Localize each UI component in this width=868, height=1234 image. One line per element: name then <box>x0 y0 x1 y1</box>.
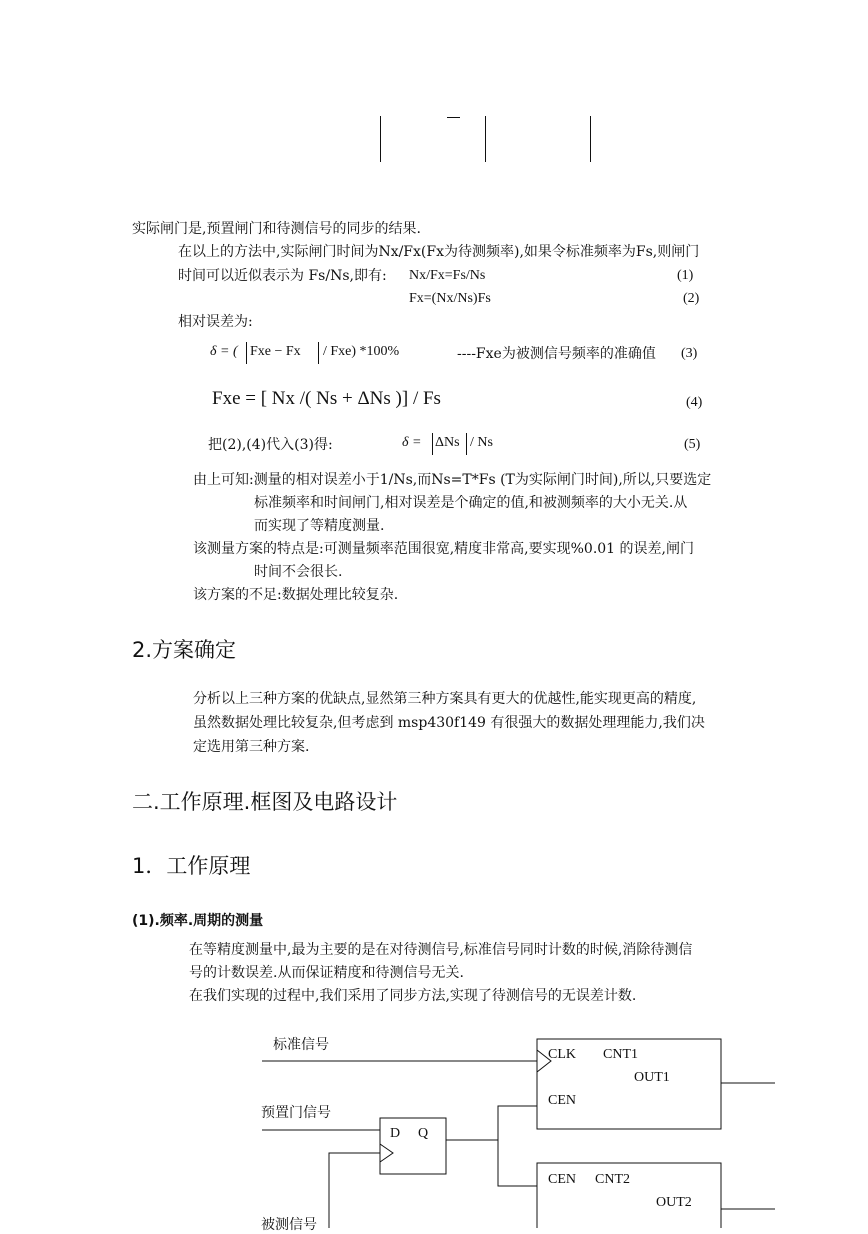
section-heading-scheme: 2.方案确定 <box>132 638 237 662</box>
para-actual-gate: 实际闸门是,预置闸门和待测信号的同步的结果. <box>132 221 421 237</box>
equation-5-lead: 把(2),(4)代入(3)得: <box>208 437 333 453</box>
equation-4-number: (4) <box>686 395 703 410</box>
measured-signal-wire <box>329 1153 380 1228</box>
frequency-line3: 在我们实现的过程中,我们采用了同步方法,实现了待测信号的无误差计数. <box>189 988 637 1004</box>
conclusion-line1: 由上可知:测量的相对误差小于1/Ns,而Ns=T*Fs (T为实际闸门时间),所以,只要选定 <box>193 472 712 488</box>
conclusion-line2: 标准频率和时间闸门,相对误差是个确定的值,和被测频率的大小无关.从 <box>254 495 688 511</box>
cnt1-name: CNT1 <box>603 1047 638 1062</box>
feature-line2: 时间不会很长. <box>254 564 343 580</box>
drawback-line: 该方案的不足:数据处理比较复杂. <box>193 587 399 603</box>
label-preset-gate: 预置门信号 <box>261 1106 331 1121</box>
dff-d-pin: D <box>390 1126 401 1141</box>
subsection-heading-frequency: (1).频率.周期的测量 <box>132 913 264 929</box>
cen-bus-wire <box>498 1106 537 1186</box>
equation-3-note: ----Fxe为被测信号频率的准确值 <box>457 346 656 362</box>
label-measured-signal: 被测信号 <box>261 1218 317 1233</box>
equation-5-number: (5) <box>684 437 701 452</box>
scheme-line2: 虽然数据处理比较复杂,但考虑到 msp430f149 有很强大的数据处理理能力,我们决 <box>193 715 705 731</box>
equation-5-part-b: ΔNs <box>435 435 460 450</box>
para-method-line2: 时间可以近似表示为 Fs/Ns,即有: <box>178 268 387 284</box>
label-std-signal: 标准信号 <box>273 1038 329 1053</box>
dff-clock-triangle <box>380 1144 393 1162</box>
equation-1: Nx/Fx=Fs/Ns <box>409 268 486 283</box>
para-method-line1: 在以上的方法中,实际闸门时间为Nx/Fx(Fx为待测频率),如果令标准频率为Fs,则闸门 <box>178 244 700 260</box>
cnt2-name: CNT2 <box>595 1172 630 1187</box>
frequency-line2: 号的计数误差.从而保证精度和待测信号无关. <box>189 965 464 981</box>
cnt2-out-pin: OUT2 <box>656 1195 692 1210</box>
cnt1-cen-pin: CEN <box>548 1093 576 1108</box>
equation-3-part-b: Fxe − Fx <box>250 344 301 359</box>
equation-3-part-c: / Fxe) *100% <box>323 344 400 359</box>
scheme-line1: 分析以上三种方案的优缺点,显然第三种方案具有更大的优越性,能实现更高的精度, <box>193 691 697 707</box>
scheme-line3: 定选用第三种方案. <box>193 739 310 755</box>
equation-1-number: (1) <box>677 268 694 283</box>
cnt2-cen-pin: CEN <box>548 1172 576 1187</box>
chapter-heading: 二.工作原理.框图及电路设计 <box>132 790 398 814</box>
relative-error-label: 相对误差为: <box>178 314 253 330</box>
dff-q-pin: Q <box>418 1126 429 1141</box>
feature-line1: 该测量方案的特点是:可测量频率范围很宽,精度非常高,要实现%0.01 的误差,闸门 <box>193 541 694 557</box>
equation-3-part-a: δ = ( <box>210 344 238 359</box>
frequency-line1: 在等精度测量中,最为主要的是在对待测信号,标准信号同时计数的时候,消除待测信 <box>189 942 693 958</box>
equation-2-number: (2) <box>683 291 700 306</box>
cnt1-clk-pin: CLK <box>548 1047 576 1062</box>
equation-5-part-a: δ = <box>402 435 422 450</box>
equation-4: Fxe = [ Nx /( Ns + ΔNs )] / Fs <box>212 388 441 409</box>
section-heading-principle: 1．工作原理 <box>132 854 251 878</box>
equation-3-number: (3) <box>681 346 698 361</box>
cnt1-out-pin: OUT1 <box>634 1070 670 1085</box>
equation-2: Fx=(Nx/Ns)Fs <box>409 291 491 306</box>
equation-5-part-c: / Ns <box>470 435 493 450</box>
conclusion-line3: 而实现了等精度测量. <box>254 518 385 534</box>
